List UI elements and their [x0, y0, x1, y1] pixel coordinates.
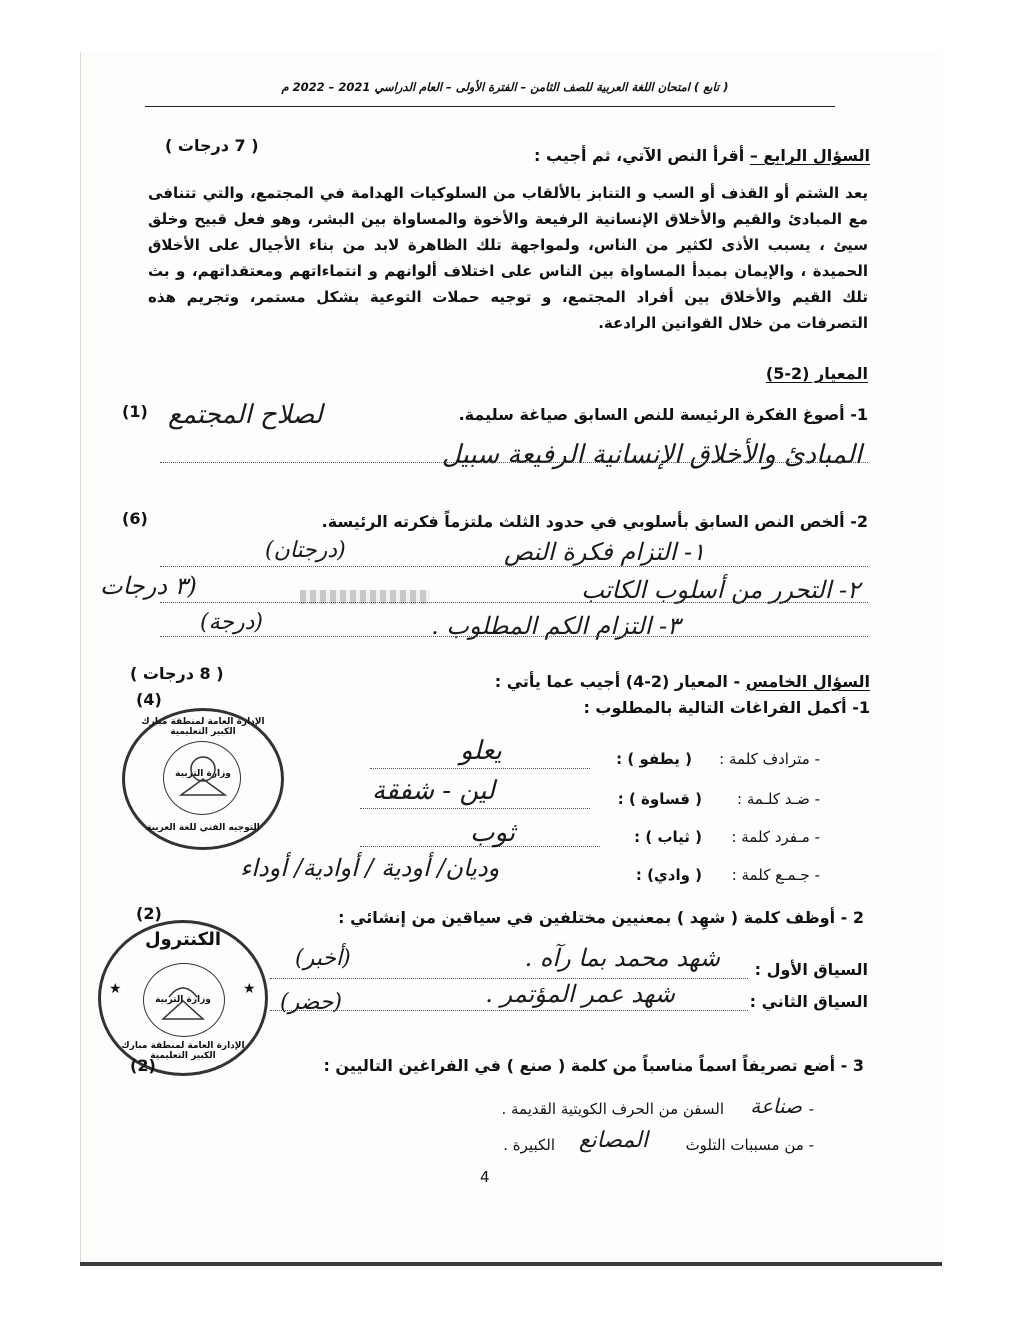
answer-line — [270, 978, 748, 979]
q5-sub1-mark: (4) — [136, 690, 162, 709]
q5-ctx1-label: السياق الأول : — [754, 960, 868, 979]
q5-sub2-mark: (2) — [136, 904, 162, 923]
q5-sub1-text: 1- أكمل الفراغات التالية بالمطلوب : — [583, 698, 870, 717]
header-divider — [145, 106, 835, 107]
q5-sub3-line2-rest: الكبيرة . — [503, 1136, 555, 1154]
q5-sub3-line1-answer: صناعة — [750, 1094, 802, 1118]
q4-item2-line1: ١- التزام فكرة النص — [503, 538, 705, 566]
answer-line — [160, 602, 868, 603]
q5-heading — [495, 672, 870, 691]
q5-sub3-line2-answer: المصانع — [578, 1128, 648, 1153]
q4-title: السؤال الرابع – — [749, 146, 870, 165]
q5-row4-word: ( وادي) : — [635, 866, 702, 884]
q4-item1-text: 1- أصوغ الفكرة الرئيسة للنص السابق صياغة سليمة. — [458, 405, 868, 424]
education-directorate-stamp: الإدارة العامة لمنطقة مبارك الكبير التعليمية التوجيه الفني للغة العربية وزارة التربية — [122, 708, 284, 850]
q5-instruction: - المعيار (2-4) أجيب عما يأتي : — [494, 672, 741, 691]
q5-ctx2-answer: شهد عمر المؤتمر . — [485, 980, 675, 1008]
star-icon: ★ — [243, 981, 256, 997]
answer-line — [160, 636, 868, 637]
q5-marks: ( 8 درجات ) — [130, 664, 224, 683]
q5-ctx1-note: (أخبر) — [295, 946, 351, 971]
q5-title: السؤال الخامس — [745, 672, 870, 691]
q4-heading — [534, 146, 870, 165]
q4-instruction: أقرأ النص الآتي، ثم أجيب : — [534, 146, 745, 165]
answer-line — [360, 808, 590, 809]
q5-row2-word: ( قساوة ) : — [617, 790, 702, 808]
q4-item2-line3: ٣- التزام الكم المطلوب . — [431, 612, 680, 640]
q5-row3-word: ( ثياب ) : — [634, 828, 702, 846]
q5-sub3-line1-prefix: - — [808, 1100, 814, 1118]
q4-item2-text: 2- ألخص النص السابق بأسلوبي في حدود الثلث ملتزماً فكرته الرئيسة. — [321, 512, 868, 531]
exam-header: ( تابع ) امتحان اللغة العربية للصف الثامن – الفترة الأولى – العام الدراسي 2021 – 2022 م — [281, 80, 729, 94]
q5-row4-label: - جـمـع كلمة : — [731, 866, 820, 884]
q5-ctx2-note: (حضر) — [280, 990, 342, 1015]
q4-item2-line2: ٢- التحرر من أسلوب الكاتب — [581, 576, 860, 604]
q5-row2-answer: لين - شفقة — [372, 776, 495, 806]
q5-ctx1-answer: شهد محمد بما رآه . — [524, 944, 720, 972]
q4-passage: يعد الشتم أو القذف أو السب و التنابز بالألقاب من السلوكيات الهدامة في المجتمع، والتي تتنافى مع المبادئ والقيم والأخلاق الإنسانية الرفيعة والأخوة والمساواة بين البشر، وهو فعل قبيح وخلق سيئ ، يسبب الأذى لكثير من الناس، ولمواجهة تلك الظاهرة لابد من بناء الأجيال على الأخلاق الحميدة ، والإيمان بمبدأ المساواة بين الناس على اختلاف ألوانهم و انتماءاتهم ومعتقداتهم، و بث تلك القيم والأخلاق بين أفراد المجتمع، و توجيه حملات التوعية بشكل مستمر، وتجريم هذه التصرفات من خلال القوانين الرادعة. — [148, 184, 868, 332]
q5-row2-label: - ضـد كلـمة : — [737, 790, 820, 808]
answer-line — [160, 462, 868, 463]
q5-row3-answer: ثوب — [470, 818, 516, 848]
answer-line — [370, 768, 590, 769]
q4-standard: المعيار (2-5) — [765, 364, 868, 383]
q4-marks: ( 7 درجات ) — [165, 136, 259, 155]
q4-item2-line2-note: (٣ درجات — [100, 572, 197, 600]
page-number: 4 — [480, 1168, 490, 1186]
q4-item1-mark: (1) — [122, 402, 148, 421]
q4-item1-answer-1: لصلاح المجتمع — [168, 400, 323, 430]
q5-row4-answer: وديان/ أودية / أوادية/ أوداء — [240, 854, 500, 882]
q5-row3-label: - مـفرد كلمة : — [731, 828, 820, 846]
q5-row1-word: ( يطفو ) : — [616, 750, 692, 768]
q4-item2-mark: (6) — [122, 509, 148, 528]
q5-row1-label: - مترادف كلمة : — [719, 750, 820, 768]
q5-sub3-text: 3 - أضع تصريفاً اسماً مناسباً من كلمة ( صنع ) في الفراغين التاليين : — [323, 1056, 864, 1075]
answer-line — [160, 566, 868, 567]
q5-sub3-line1-rest: السفن من الحرف الكويتية القديمة . — [501, 1100, 724, 1118]
q5-ctx2-label: السياق الثاني : — [749, 992, 868, 1011]
page-edge — [80, 1262, 942, 1266]
q4-item2-line1-note: (درجتان) — [265, 538, 346, 563]
q5-row1-answer: يعلو — [460, 736, 502, 766]
q5-sub2-text: 2 - أوظف كلمة ( شهِد ) بمعنيين مختلفين في سياقين من إنشائي : — [338, 908, 864, 927]
emblem-icon — [175, 751, 231, 801]
q4-item2-line3-note: (درجة) — [200, 610, 263, 635]
star-icon: ★ — [109, 981, 122, 997]
q4-item1-answer-2: المبادئ والأخلاق الإنسانية الرفيعة سبيل — [441, 440, 862, 470]
q5-sub3-mark: (2) — [130, 1056, 156, 1075]
control-stamp: الكنترول الإدارة العامة لمنطقة مبارك الكبير التعليمية وزارة التربية ★ ★ — [98, 920, 268, 1076]
emblem-icon — [155, 971, 211, 1027]
q5-sub3-line2-prefix: - من مسببات التلوث — [685, 1136, 814, 1154]
